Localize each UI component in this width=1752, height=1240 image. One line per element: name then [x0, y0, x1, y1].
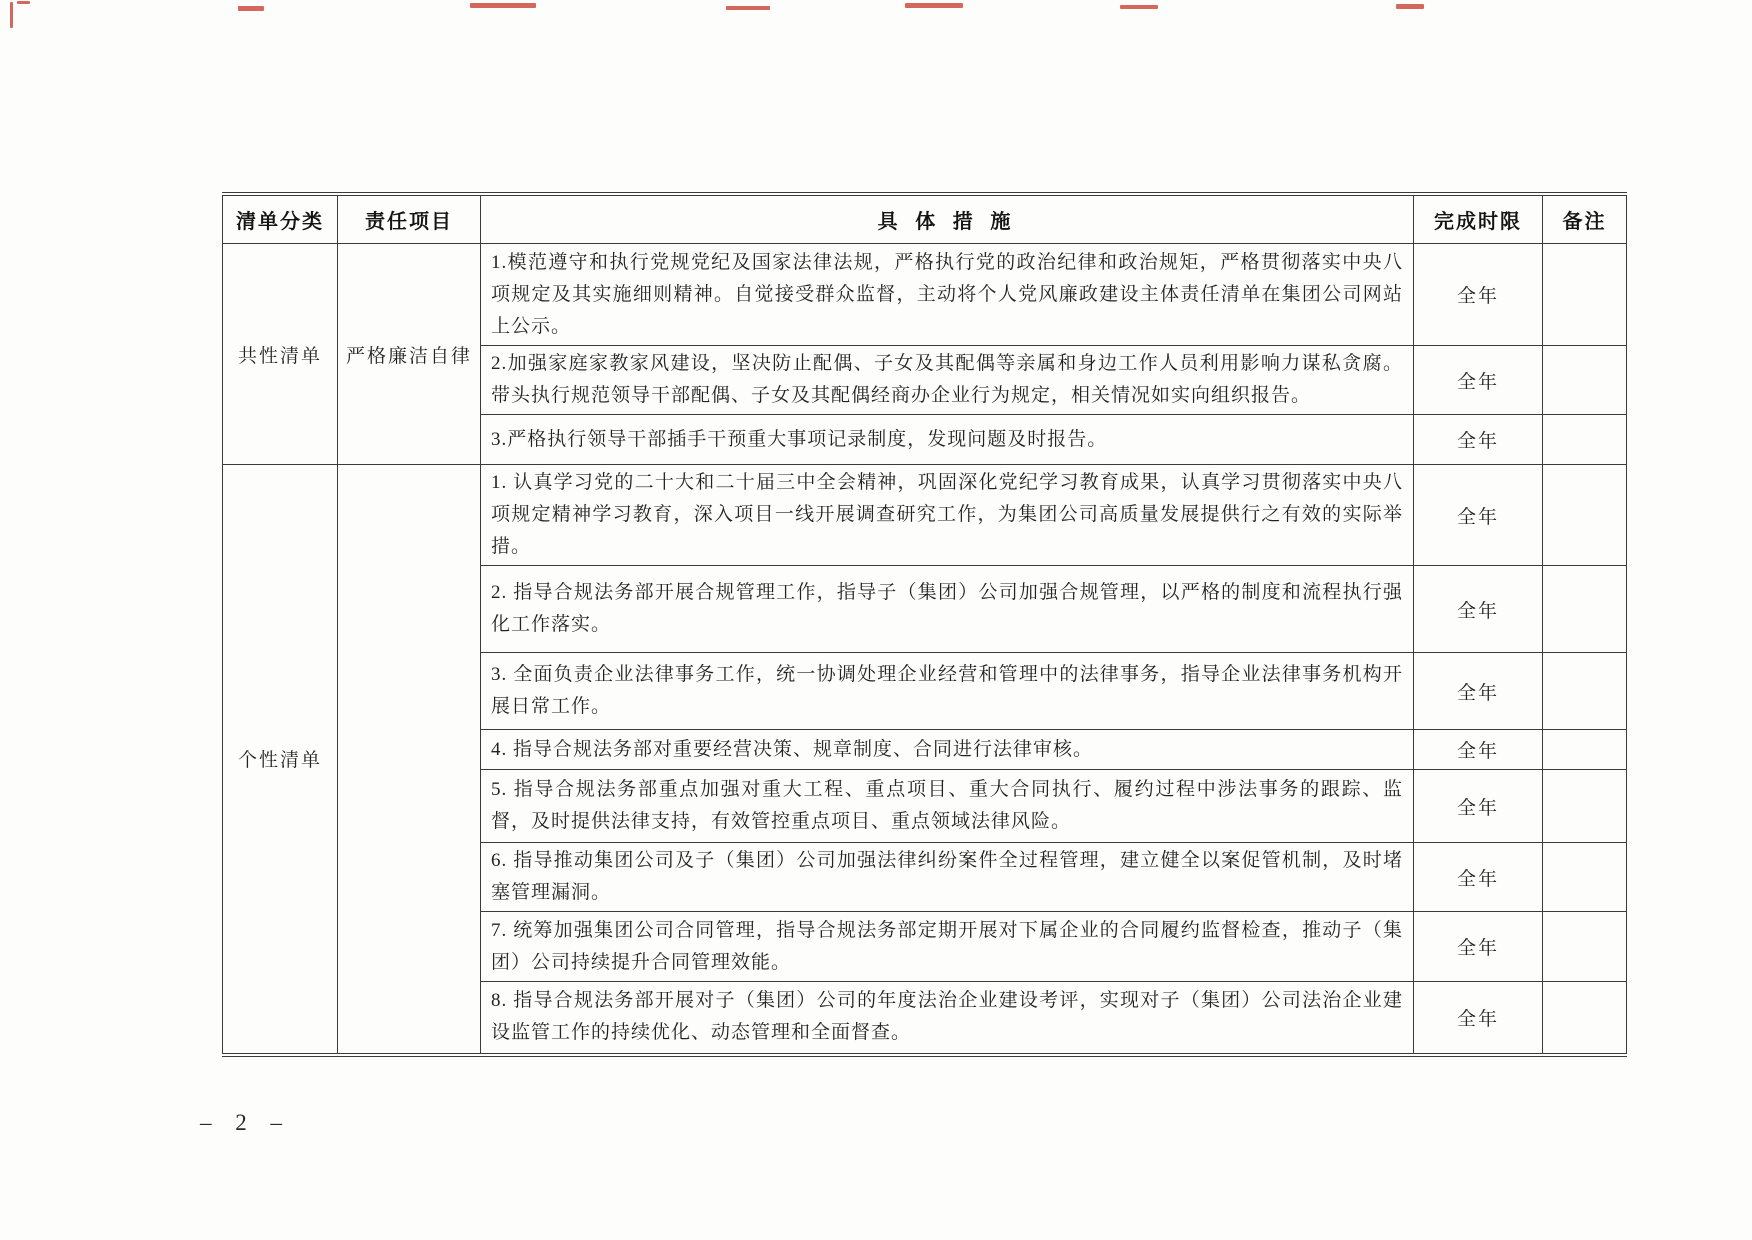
red-ink-artifact	[17, 1, 30, 4]
responsibility-cell: 严格廉洁自律	[338, 244, 481, 465]
header-measures: 具 体 措 施	[481, 194, 1414, 244]
measure-cell: 2.加强家庭家教家风建设，坚决防止配偶、子女及其配偶等亲属和身边工作人员利用影响力谋私贪腐。带头执行规范领导干部配偶、子女及其配偶经商办企业行为规定，相关情况如实向组织报告。	[481, 346, 1414, 415]
deadline-cell: 全年	[1414, 770, 1543, 843]
category-cell: 个性清单	[223, 465, 338, 1055]
red-ink-artifact	[238, 6, 264, 11]
measure-cell: 3. 全面负责企业法律事务工作，统一协调处理企业经营和管理中的法律事务，指导企业法律事务机构开展日常工作。	[481, 653, 1414, 730]
measure-cell: 4. 指导合规法务部对重要经营决策、规章制度、合同进行法律审核。	[481, 730, 1414, 770]
deadline-cell: 全年	[1414, 653, 1543, 730]
table-row	[223, 465, 1627, 566]
measure-cell: 1.模范遵守和执行党规党纪及国家法律法规，严格执行党的政治纪律和政治规矩，严格贯彻落实中央八项规定及其实施细则精神。自觉接受群众监督，主动将个人党风廉政建设主体责任清单在集团公司网站上公示。	[481, 244, 1414, 346]
remark-cell	[1543, 244, 1627, 346]
measure-cell: 5. 指导合规法务部重点加强对重大工程、重点项目、重大合同执行、履约过程中涉法事务的跟踪、监督，及时提供法律支持，有效管控重点项目、重点领域法律风险。	[481, 770, 1414, 843]
remark-cell	[1543, 843, 1627, 912]
measure-cell: 1. 认真学习党的二十大和二十届三中全会精神，巩固深化党纪学习教育成果，认真学习贯彻落实中央八项规定精神学习教育，深入项目一线开展调查研究工作，为集团公司高质量发展提供行之有效的实际举措。	[481, 465, 1414, 566]
deadline-cell: 全年	[1414, 465, 1543, 566]
page-number: – 2 –	[200, 1110, 291, 1135]
red-ink-artifact	[1396, 4, 1424, 9]
table-header-row	[223, 194, 1627, 244]
deadline-cell: 全年	[1414, 244, 1543, 346]
deadline-cell: 全年	[1414, 843, 1543, 912]
remark-cell	[1543, 653, 1627, 730]
remark-cell	[1543, 415, 1627, 465]
responsibility-cell	[338, 465, 481, 1055]
deadline-cell: 全年	[1414, 346, 1543, 415]
measure-cell: 8. 指导合规法务部开展对子（集团）公司的年度法治企业建设考评，实现对子（集团）公司法治企业建设监管工作的持续优化、动态管理和全面督查。	[481, 982, 1414, 1055]
red-ink-artifact	[905, 3, 963, 8]
red-ink-artifact	[470, 3, 536, 8]
red-ink-artifact	[1120, 5, 1158, 9]
remark-cell	[1543, 465, 1627, 566]
deadline-cell: 全年	[1414, 566, 1543, 653]
header-deadline: 完成时限	[1414, 194, 1543, 244]
table-row	[223, 244, 1627, 346]
measure-cell: 7. 统筹加强集团公司合同管理，指导合规法务部定期开展对下属企业的合同履约监督检查，推动子（集团）公司持续提升合同管理效能。	[481, 912, 1414, 982]
header-category: 清单分类	[223, 194, 338, 244]
deadline-cell: 全年	[1414, 730, 1543, 770]
deadline-cell: 全年	[1414, 415, 1543, 465]
responsibility-list-table	[222, 192, 1627, 1057]
remark-cell	[1543, 982, 1627, 1055]
red-ink-artifact	[10, 2, 13, 28]
measure-cell: 3.严格执行领导干部插手干预重大事项记录制度，发现问题及时报告。	[481, 415, 1414, 465]
remark-cell	[1543, 346, 1627, 415]
header-responsibility: 责任项目	[338, 194, 481, 244]
remark-cell	[1543, 912, 1627, 982]
deadline-cell: 全年	[1414, 912, 1543, 982]
measure-cell: 2. 指导合规法务部开展合规管理工作，指导子（集团）公司加强合规管理，以严格的制度和流程执行强化工作落实。	[481, 566, 1414, 653]
deadline-cell: 全年	[1414, 982, 1543, 1055]
measure-cell: 6. 指导推动集团公司及子（集团）公司加强法律纠纷案件全过程管理，建立健全以案促管机制，及时堵塞管理漏洞。	[481, 843, 1414, 912]
remark-cell	[1543, 770, 1627, 843]
red-ink-artifact	[726, 6, 770, 10]
remark-cell	[1543, 566, 1627, 653]
remark-cell	[1543, 730, 1627, 770]
category-cell: 共性清单	[223, 244, 338, 465]
header-remarks: 备注	[1543, 194, 1627, 244]
